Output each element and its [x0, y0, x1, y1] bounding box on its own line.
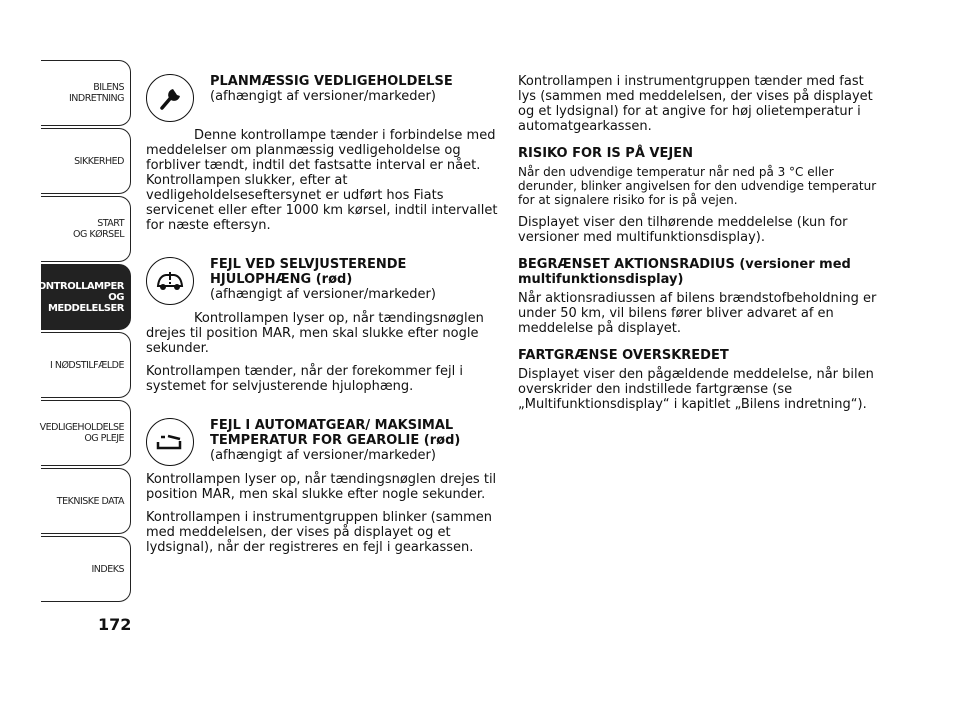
- suspension-text-1: Kontrollampen lyser op, når tændingsnøglen drejes til position MAR, men skal slukke efter nogle sekunder.: [146, 311, 484, 356]
- tab-tekniske-data[interactable]: TEKNISKE DATA: [41, 468, 131, 534]
- ice-risk-heading: RISIKO FOR IS PÅ VEJEN: [518, 146, 693, 161]
- gearbox-title: FEJL I AUTOMATGEAR/ MAKSIMAL TEMPERATUR FOR GEAROLIE (rød): [210, 418, 461, 448]
- tab-i-nodstilfaelde[interactable]: I NØDSTILFÆLDE: [41, 332, 131, 398]
- gearbox-oil-temp-text: Kontrollampen i instrumentgruppen tænder med fast lys (sammen med meddelelsen, der vises på displayet og et lydsignal) for at angive for høj olietemperatur i automatgearkassen.: [518, 74, 873, 134]
- range-heading: BEGRÆNSET AKTIONSRADIUS (versioner med multifunktionsdisplay): [518, 257, 851, 287]
- gearbox-text-1: Kontrollampen lyser op, når tændingsnøglen drejes til position MAR, men skal slukke efter nogle sekunder.: [146, 472, 497, 502]
- section-maintenance: [146, 74, 498, 233]
- chapter-tabs: [31, 60, 131, 604]
- section-suspension: [146, 257, 498, 394]
- tab-indeks[interactable]: INDEKS: [41, 536, 131, 602]
- page-number: 172: [98, 615, 132, 634]
- gearbox-text-2: Kontrollampen i instrumentgruppen blinker (sammen med meddelelsen, der vises på displayet og et lydsignal), når der registreres en fejl i gearkassen.: [146, 510, 493, 555]
- maintenance-subtitle: (afhængigt af versioner/markeder): [210, 89, 436, 104]
- section-gearbox: [146, 418, 498, 555]
- speed-limit-heading: FARTGRÆNSE OVERSKREDET: [518, 348, 729, 363]
- suspension-title: FEJL VED SELVJUSTERENDE HJULOPHÆNG (rød): [210, 257, 407, 287]
- suspension-warning-icon: [146, 257, 194, 305]
- maintenance-text: Denne kontrollampe tænder i forbindelse med meddelelser om planmæssig vedligeholdelse og forbliver tændt, indtil det fastsatte interval er nået. Kontrollampen slukker, efter at vedligeholdelseseftersynet er udført hos Fiats servicenet eller efter 1000 km kørsel, indtil intervallet for næste eftersyn.: [146, 128, 498, 233]
- right-column: [518, 74, 878, 420]
- gearbox-subtitle: (afhængigt af versioner/markeder): [210, 448, 436, 463]
- tab-kontrollamper[interactable]: KONTROLLAMPER OG MEDDELELSER: [41, 264, 131, 330]
- range-text: Når aktionsradiussen af bilens brændstofbeholdning er under 50 km, vil bilens fører bliver advaret af en meddelelse på displayet.: [518, 291, 877, 336]
- tab-vedligeholdelse[interactable]: VEDLIGEHOLDELSE OG PLEJE: [41, 400, 131, 466]
- ice-risk-text-1: Når den udvendige temperatur når ned på 3 °C eller derunder, blinker angivelsen for den udvendige temperatur for at signalere risiko for is på vejen.: [518, 165, 877, 207]
- ice-risk-text-2: Displayet viser den tilhørende meddelelse (kun for versioner med multifunktionsdisplay).: [518, 215, 848, 245]
- tab-start-og-korsel[interactable]: START OG KØRSEL: [41, 196, 131, 262]
- left-column: [146, 74, 498, 579]
- wrench-icon: [146, 74, 194, 122]
- maintenance-title: PLANMÆSSIG VEDLIGEHOLDELSE: [210, 74, 453, 89]
- tab-bilens-indretning[interactable]: BILENS INDRETNING: [41, 60, 131, 126]
- speed-limit-text: Displayet viser den pågældende meddelelse, når bilen overskrider den indstillede fartgrænse (se „Multifunktionsdisplay“ i kapitlet „Bilens indretning“).: [518, 367, 874, 412]
- gearbox-oil-icon: [146, 418, 194, 466]
- suspension-subtitle: (afhængigt af versioner/markeder): [210, 287, 436, 302]
- tab-sikkerhed[interactable]: SIKKERHED: [41, 128, 131, 194]
- suspension-text-2: Kontrollampen tænder, når der forekommer fejl i systemet for selvjusterende hjulophæng.: [146, 364, 463, 394]
